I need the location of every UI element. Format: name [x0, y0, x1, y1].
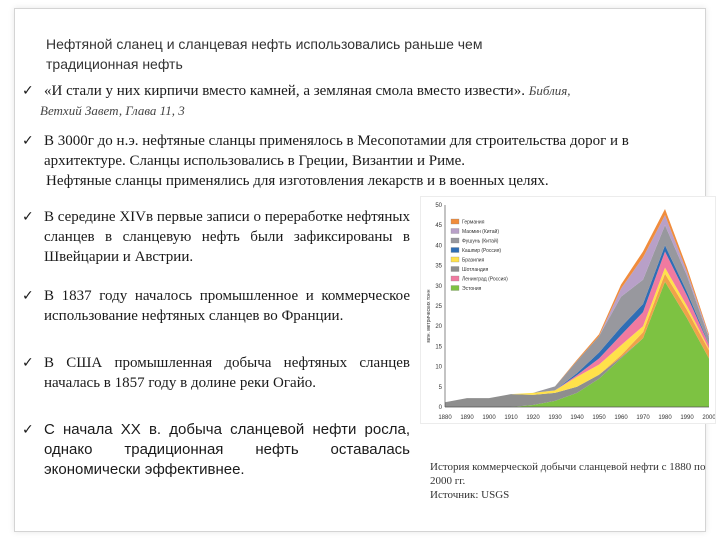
x-tick-label: 2000: [702, 415, 715, 421]
chart-svg: [421, 197, 715, 423]
legend-label: Ленинград (Россия): [462, 276, 508, 283]
y-tick-label: 30: [435, 283, 442, 290]
x-tick-label: 1990: [680, 415, 694, 421]
legend-swatch: [451, 219, 459, 224]
legend-label: Германия: [462, 219, 485, 226]
legend-swatch: [451, 238, 459, 243]
quote-source: Библия,: [528, 83, 571, 98]
legend-swatch: [451, 248, 459, 253]
shale-oil-production-chart: [420, 196, 716, 424]
y-tick-label: 0: [438, 405, 442, 411]
y-tick-label: 5: [438, 384, 442, 391]
caption-line2: Источник: USGS: [430, 489, 510, 501]
y-tick-label: 15: [435, 344, 442, 351]
check-icon: ✓: [22, 133, 34, 149]
x-tick-label: 1900: [482, 415, 496, 421]
bullet-text: В США промышленная добыча нефтяных сланцев началась в 1857 году в долине реки Огайо.: [44, 355, 410, 391]
y-tick-label: 50: [435, 203, 442, 209]
slide-title-line2: традиционная нефть: [46, 56, 183, 72]
check-icon: ✓: [22, 209, 34, 225]
bullet-text: «И стали у них кирпичи вместо камней, а земляная смола вместо извести».: [44, 83, 529, 99]
bullet-line: В 3000г до н.э. нефтяные сланцы применялось в Месопотамии для строительства дорог и в: [44, 133, 629, 149]
y-tick-label: 25: [435, 304, 442, 310]
x-tick-label: 1910: [504, 415, 518, 421]
x-tick-label: 1920: [526, 415, 540, 421]
legend-swatch: [451, 276, 459, 281]
y-tick-label: 40: [435, 243, 442, 250]
check-icon: ✓: [22, 83, 34, 99]
bullet-text: В середине XIVв первые записи о переработке нефтяных сланцев в сланцевую нефть были зафиксированы в Швейцарии и Австрии.: [44, 209, 410, 265]
x-tick-label: 1960: [614, 415, 628, 421]
check-icon: ✓: [22, 288, 34, 304]
y-axis-label: млн. метрических тонн: [426, 289, 432, 343]
y-tick-label: 35: [435, 263, 442, 270]
legend-swatch: [451, 267, 459, 272]
check-icon: ✓: [22, 355, 34, 371]
slide-title-line1: Нефтяной сланец и сланцевая нефть использовались раньше чем: [46, 36, 483, 52]
x-tick-label: 1880: [438, 415, 452, 421]
x-tick-label: 1980: [658, 415, 672, 421]
y-tick-label: 45: [435, 223, 442, 230]
y-tick-label: 10: [435, 364, 442, 371]
y-tick-label: 20: [435, 324, 442, 331]
check-icon: ✓: [22, 422, 34, 438]
bullet-text: С начала XX в. добыча сланцевой нефти росла, однако традиционная нефть оставалась экономически эффективнее.: [44, 421, 410, 478]
x-tick-label: 1890: [460, 415, 474, 421]
legend-label: Бразилия: [462, 257, 485, 264]
x-tick-label: 1970: [636, 415, 650, 421]
bullet-text: В 1837 году началось промышленное и коммерческое использование нефтяных сланцев во Франции.: [44, 288, 410, 324]
x-tick-label: 1940: [570, 415, 584, 421]
bullet-line: Нефтяные сланцы применялись для изготовления лекарств и в военных целях.: [46, 173, 549, 189]
quote-source-chapter: Ветхий Завет, Глава 11, 3: [40, 103, 185, 118]
legend-label: Шотландия: [462, 267, 489, 273]
legend-label: Фушунь (Китай): [462, 238, 499, 245]
legend-label: Кашпир (Россия): [462, 248, 502, 254]
caption-line1: История коммерческой добычи сланцевой нефти с 1880 по 2000 гг.: [430, 461, 706, 487]
legend-label: Эстония: [462, 286, 482, 292]
legend-swatch: [451, 257, 459, 262]
x-tick-label: 1930: [548, 415, 562, 421]
slide-title: [46, 34, 606, 74]
x-tick-label: 1950: [592, 415, 606, 421]
bullet-line: архитектуре. Сланцы использовались в Греции, Византии и Риме.: [44, 153, 465, 169]
legend-label: Маомин (Китай): [462, 229, 500, 235]
legend-swatch: [451, 229, 459, 234]
chart-caption: [430, 460, 714, 502]
chart-legend: [451, 219, 508, 292]
legend-swatch: [451, 286, 459, 291]
